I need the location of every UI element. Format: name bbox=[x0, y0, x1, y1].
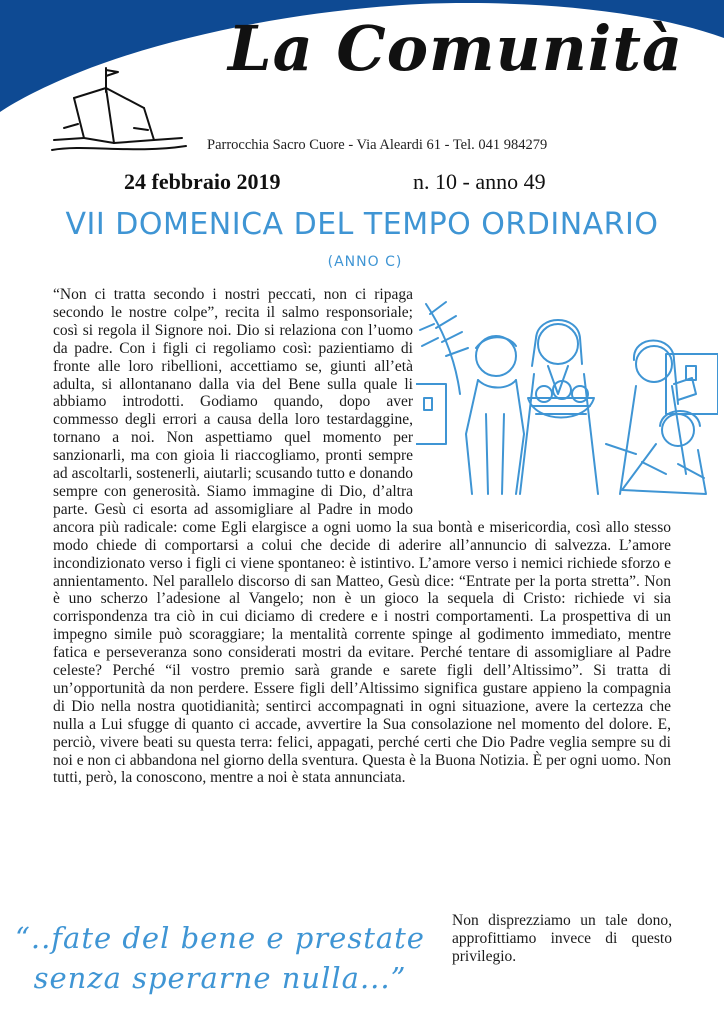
article-body bbox=[53, 286, 671, 787]
issue-number: n. 10 - anno 49 bbox=[413, 169, 546, 194]
pull-quote-line-1: “..fate del bene e prestate bbox=[15, 921, 425, 955]
parish-info: Parrocchia Sacro Cuore - Via Aleardi 61 - Tel. 041 984279 bbox=[207, 137, 548, 153]
article-closing: Non disprezziamo un tale dono, approfittiamo invece di questo privilegio. bbox=[452, 912, 672, 965]
liturgical-year: (ANNO C) bbox=[327, 254, 403, 270]
illustration-space bbox=[413, 286, 671, 512]
pull-quote bbox=[10, 918, 430, 998]
article-text: “Non ci tratta secondo i nostri peccati, non ci ripaga secondo le nostre colpe”, recita il salmo responsoriale; così si regola il Signore noi. Dio si relaziona con l’uomo da padre. Con i figli ci regoliamo così: pazientiamo di fronte alle loro ribellioni, accettiamo se, giunti all’età adulta, si allontanano dalla via del Bene sulla quale li abbiamo introdotti. Godiamo quando, dopo aver commesso degli errori a causa della loro testardaggine, tornano a noi. Non aspettiamo quel momento per sanzionarli, ma con gioia li riaccogliamo, pronti sempre ad ascoltarli, sostenerli, aiutarli; scusando tutto e donando sempre con generosità. Siamo immagine di Dio, d’altra parte. Gesù ci esorta ad assomigliare al Padre in modo ancora più radicale: come Egli elargisce a ogni uomo la sua bontà e misericordia, così allo stesso modo chiede di comportarsi a colui che decide di aderire all’annuncio di salvezza. L’amore incondizionato verso i figli ci viene spontaneo: è istintivo. L’amore verso i nemici richiede sforzo e annientamento. Nel parallelo discorso di san Matteo, Gesù dice: “Entrate per la porta stretta”. Non è uno scherzo l’adesione al Vangelo; non è un gioco la sequela di Cristo: richiede vi sia corrispondenza tra ciò in cui diciamo di credere e i nostri comportamenti. La prospettiva di un impegno simile può scoraggiare; la mentalità corrente spinge al godimento immediato, mentre fatica e perseveranza sono considerati mostri da evitare. Perché tentare di assomigliare al Padre celeste? Perché “il vostro premio sarà grande e sarete figli dell’Altissimo”. Si tratta di un’opportunità da non perdere. Essere figli dell’Altissimo significa gustare appieno la compagnia di Dio nella nostra quotidianità; sentirci accompagnati in ogni situazione, avere la certezza che nulla a Lui sfugge di quanto ci accade, avvertire la Sua consolazione nel momento del dolore. E, perciò, vivere beati su questa terra: felici, appagati, perché certi che Dio Padre veglia sempre su di noi e non ci abbandona nel giorno della sventura. Questa è la Buona Notizia. È per ogni uomo. Non tutti, però, la conoscono, mentre a noi è stata annunciata. bbox=[53, 286, 671, 787]
sunday-title: VII DOMENICA DEL TEMPO ORDINARIO bbox=[65, 207, 659, 242]
church-outline-icon bbox=[44, 58, 194, 158]
issue-date: 24 febbraio 2019 bbox=[124, 169, 281, 194]
masthead-title: La Comunità bbox=[228, 12, 684, 85]
pull-quote-line-2: senza sperarne nulla...” bbox=[33, 961, 407, 995]
